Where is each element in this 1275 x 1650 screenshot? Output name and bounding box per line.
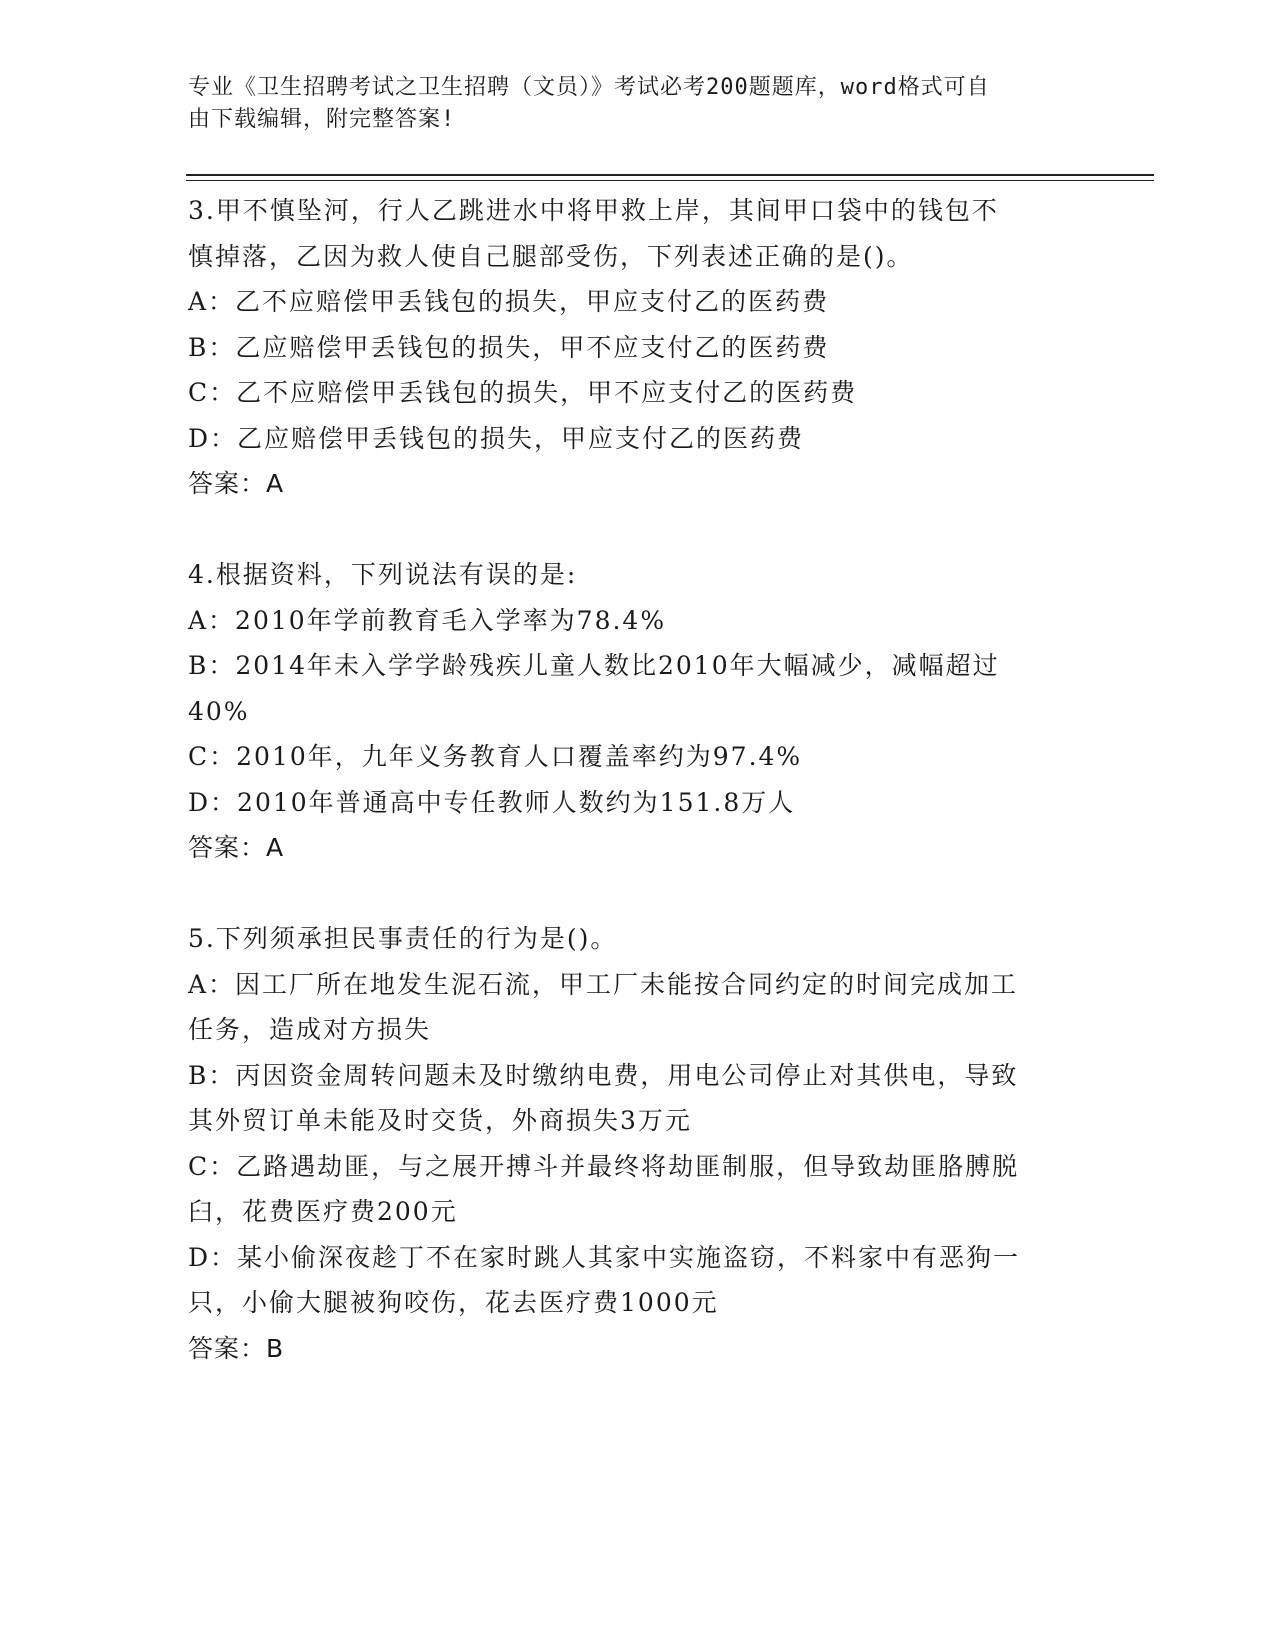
option-b: B：丙因资金周转问题未及时缴纳电费，用电公司停止对其供电，导致: [188, 1060, 1019, 1090]
option-b-continued: 其外贸订单未能及时交货，外商损失3万元: [188, 1106, 692, 1135]
option-a-continued: 任务，造成对方损失: [188, 1015, 432, 1044]
option-d: D：乙应赔偿甲丢钱包的损失，甲应支付乙的医药费: [188, 423, 805, 453]
option-c: C：乙路遇劫匪，与之展开搏斗并最终将劫匪制服，但导致劫匪胳膊脱: [188, 1151, 1020, 1181]
question-spacer: [188, 871, 1088, 917]
header-line-2: 由下载编辑，附完整答案!: [188, 107, 456, 132]
option-b: B：乙应赔偿甲丢钱包的损失，甲不应支付乙的医药费: [188, 332, 830, 362]
option-b: B：2014年未入学学龄残疾儿童人数比2010年大幅减少，减幅超过: [188, 651, 1000, 680]
option-c-continued: 臼，花费医疗费200元: [188, 1197, 458, 1226]
answer-line: 答案：A: [188, 833, 285, 862]
option-d: D：某小偷深夜趁丁不在家时跳人其家中实施盗窃，不料家中有恶狗一: [188, 1242, 1021, 1272]
option-d: D：2010年普通高中专任教师人数约为151.8万人: [188, 787, 796, 817]
header-divider-thin: [186, 180, 1154, 181]
option-a: A：2010年学前教育毛入学率为78.4%: [188, 605, 667, 635]
header-line-1: 专业《卫生招聘考试之卫生招聘（文员）》考试必考200题题库，word格式可自: [188, 75, 990, 100]
question-block: [188, 188, 1088, 507]
question-block: [188, 916, 1088, 1371]
question-spacer: [188, 507, 1088, 553]
header-divider-thick: [186, 174, 1154, 176]
question-stem-line: 4.根据资料，下列说法有误的是:: [188, 560, 578, 589]
answer-line: 答案：A: [188, 469, 285, 498]
option-c: C：2010年，九年义务教育人口覆盖率约为97.4%: [188, 742, 803, 771]
option-a: A：因工厂所在地发生泥石流，甲工厂未能按合同约定的时间完成加工: [188, 969, 1019, 999]
option-b-continued: 40%: [188, 696, 250, 726]
option-a: A：乙不应赔偿甲丢钱包的损失，甲应支付乙的医药费: [188, 287, 830, 316]
question-stem-line: 3.甲不慎坠河，行人乙跳进水中将甲救上岸，其间甲口袋中的钱包不: [188, 196, 999, 225]
document-header: [188, 72, 1068, 136]
question-stem-line: 慎掉落，乙因为救人使自己腿部受伤，下列表述正确的是()。: [188, 241, 914, 271]
option-c: C：乙不应赔偿甲丢钱包的损失，甲不应支付乙的医药费: [188, 378, 858, 407]
question-block: [188, 552, 1088, 871]
question-stem-line: 5.下列须承担民事责任的行为是()。: [188, 924, 618, 953]
option-d-continued: 只，小偷大腿被狗咬伤，花去医疗费1000元: [188, 1288, 719, 1317]
answer-line: 答案：B: [188, 1333, 285, 1363]
question-list: [188, 188, 1088, 1371]
